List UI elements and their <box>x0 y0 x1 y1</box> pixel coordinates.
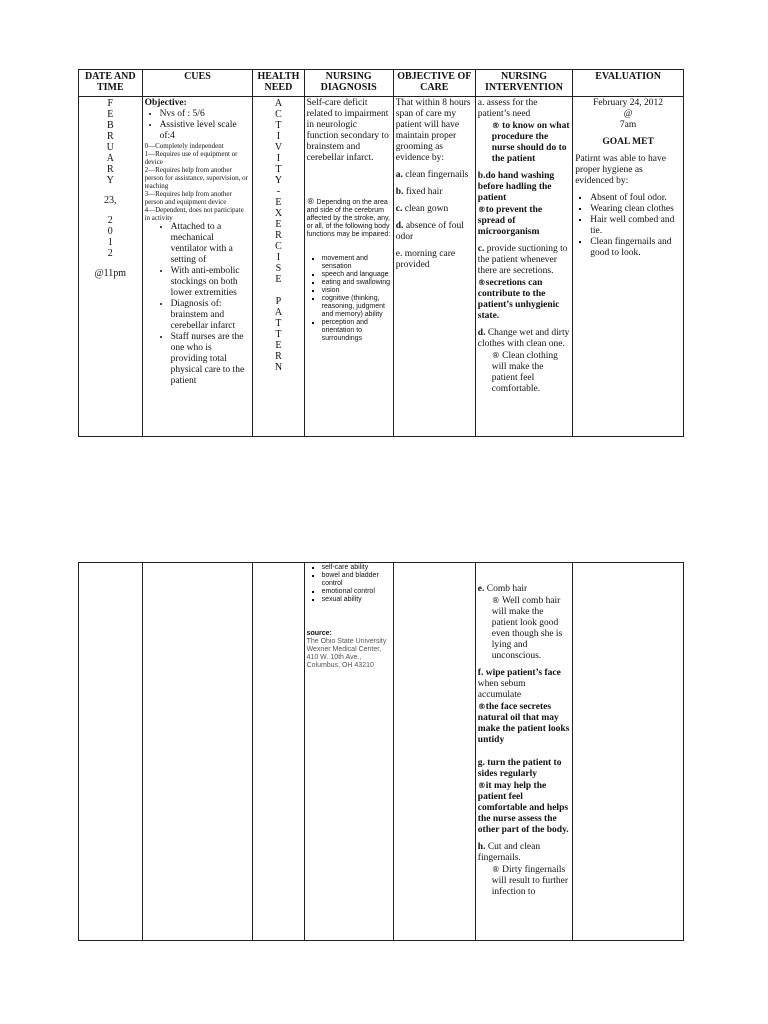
scale-line: 3—Requires help from another person and equipment device <box>144 190 232 206</box>
intervention-g: g. turn the patient to sides regularly <box>477 758 562 779</box>
objective-item: b. fixed hair <box>395 187 443 197</box>
evaluation-item: ▪ Wearing clean clothes <box>590 204 681 215</box>
date-cell-empty <box>79 563 143 941</box>
intervention-d: d. Change wet and dirty clothes with clean one. <box>477 328 570 349</box>
evaluation-status: GOAL MET <box>602 137 654 147</box>
rationale-icon: ® <box>477 781 486 790</box>
evaluation-time: 7am <box>619 120 637 130</box>
rationale-icon: ® <box>306 197 315 206</box>
cue-item: • Attached to a mechanical ventilator with a setting of <box>171 222 251 266</box>
nursing-diagnosis-cell-continued <box>304 563 393 941</box>
cues-heading: Objective: <box>144 98 187 108</box>
rationale-g: ®it may help the patient feel comfortable and helps the nurse assess the other part of the body. <box>477 781 569 835</box>
health-need-letter: - <box>276 186 281 197</box>
function-item: ▪ bowel and bladder control <box>322 572 391 588</box>
cue-item: • With anti-embolic stockings on both lower extremities <box>171 266 251 299</box>
cues-top-list <box>145 109 251 142</box>
objective-item: a. clean fingernails <box>395 170 469 180</box>
rationale-d: ® Clean clothing will make the patient feel comfortable. <box>491 351 558 394</box>
rationale-c: ®secretions can contribute to the patient’s unhygienic state. <box>477 278 560 321</box>
rationale-icon: ® <box>477 702 486 711</box>
rationale-icon: ® <box>477 278 486 287</box>
evaluation-at: @ <box>623 109 633 119</box>
impaired-functions-list <box>307 255 391 343</box>
date-day: 23, <box>104 195 117 206</box>
objective-cell-empty <box>393 563 475 941</box>
year-digit: 0 <box>107 226 113 237</box>
function-item: ▪ eating and swallowing <box>322 279 391 287</box>
evaluation-item: ▪ Clean fingernails and good to look. <box>590 237 681 259</box>
health-need-letter: I <box>276 131 281 142</box>
intervention-c: c. provide suctioning to the patient whenever there are secretions. <box>477 244 568 276</box>
rationale-f: ®the face secretes natural oil that may make the patient looks untidy <box>477 702 570 745</box>
rationale-icon: ® <box>491 865 500 874</box>
month-letter: F <box>107 98 114 109</box>
function-item: ▪ perception and orientation to surroundings <box>322 319 391 343</box>
intervention-f: f. wipe patient’s face <box>477 668 561 678</box>
cues-cell-empty <box>142 563 253 941</box>
cue-item: • Nvs of : 5/6 <box>160 109 251 120</box>
health-need-letter: I <box>276 153 281 164</box>
header-row <box>79 70 684 97</box>
health-need-letter: R <box>275 351 282 362</box>
function-item: ▪ emotional control <box>322 588 391 596</box>
intervention-a: a. assess for the patient’s need <box>477 98 538 119</box>
evaluation-date: February 24, 2012 <box>593 98 664 108</box>
source-line: The Ohio State University <box>306 638 387 645</box>
month-letter: A <box>106 153 114 164</box>
diagnosis-statement: Self-care deficit related to impairment in neurologic function secondary to brainstem and cerebellar infarct. <box>306 98 389 163</box>
intervention-cell <box>475 97 572 437</box>
evaluation-item: ▪ Absent of foul odor. <box>590 193 681 204</box>
intervention-f-cont: when sebum accumulate <box>477 679 526 700</box>
scale-line: 4—Dependent, does not participate in activity <box>144 206 244 222</box>
source-label: source: <box>306 630 332 637</box>
evaluation-cell-empty <box>573 563 684 941</box>
rationale-icon: ® <box>491 596 500 605</box>
nursing-care-plan-table-continued <box>78 562 684 941</box>
intervention-e: e. Comb hair <box>477 584 528 594</box>
health-need-letter: R <box>275 230 282 241</box>
health-need-letter: E <box>275 219 282 230</box>
cues-cell <box>142 97 253 437</box>
header-evaluation: EVALUATION <box>573 70 684 97</box>
health-need-letter: I <box>276 252 281 263</box>
health-need-letter: T <box>275 329 282 340</box>
impaired-functions-list-continued <box>307 564 391 604</box>
nursing-diagnosis-cell <box>304 97 393 437</box>
function-item: ▪ movement and sensation <box>322 255 391 271</box>
cue-item: • Assistive level scale of:4 <box>160 120 251 142</box>
rationale-icon: ® <box>491 121 500 130</box>
evaluation-cell <box>573 97 684 437</box>
health-need-letter: S <box>275 263 282 274</box>
content-row-continued <box>79 563 684 941</box>
health-need-letter: A <box>274 307 283 318</box>
source-line: Wexner Medical Center, <box>306 646 382 653</box>
health-need-letter: X <box>274 208 283 219</box>
rationale-icon: ® <box>491 351 500 360</box>
year-digit: 1 <box>107 237 113 248</box>
content-row <box>79 97 684 437</box>
intervention-h: h. Cut and clean fingernails. <box>477 842 541 863</box>
evaluation-list <box>575 193 681 259</box>
month-letter: R <box>106 131 114 142</box>
function-item: ▪ speech and language <box>322 271 391 279</box>
objective-item: c. clean gown <box>395 204 449 214</box>
source-line: Columbus, OH 43210 <box>306 662 374 669</box>
objective-cell <box>393 97 475 437</box>
health-need-letter: E <box>275 340 282 351</box>
rationale-e: ® Well comb hair will make the patient look good even though she is lying and unconscious. <box>491 596 563 661</box>
health-need-letter: P <box>275 296 282 307</box>
health-need-letter: T <box>275 318 282 329</box>
source-line: 410 W. 10th Ave., <box>306 654 362 661</box>
month-letter: B <box>106 120 114 131</box>
health-need-letter <box>255 285 301 296</box>
health-need-letter: E <box>275 197 282 208</box>
month-letter: U <box>106 142 114 153</box>
diagnosis-rationale: ® Depending on the area and side of the cerebrum affected by the stroke, any, or all, of the following body functions may be impaired: <box>306 197 391 238</box>
intervention-cell-continued <box>475 563 572 941</box>
header-cues: CUES <box>142 70 253 97</box>
date-cell <box>79 97 143 437</box>
header-date-time: DATE AND TIME <box>79 70 143 97</box>
health-need-cell-empty <box>253 563 304 941</box>
header-nursing-intervention: NURSING INTERVENTION <box>475 70 572 97</box>
objective-item: e. morning care provided <box>395 249 456 270</box>
cues-bottom-list <box>145 222 251 387</box>
month-letter: R <box>106 164 114 175</box>
health-need-letter: A <box>274 98 283 109</box>
evaluation-item: ▪ Hair well combed and tie. <box>590 215 681 237</box>
health-need-letter: N <box>274 362 283 373</box>
header-health-need: HEALTH NEED <box>253 70 304 97</box>
health-need-letter: T <box>275 120 282 131</box>
function-item: ▪ self-care ability <box>322 564 391 572</box>
objective-item: d. absence of foul odor <box>395 221 464 242</box>
nursing-care-plan-table <box>78 69 684 437</box>
evaluation-statement: Patirnt was able to have proper hygiene as evidenced by: <box>575 154 666 186</box>
scale-line: 0—Completely independent <box>144 142 224 150</box>
health-need-letter: Y <box>274 175 283 186</box>
function-item: ▪ sexual ability <box>322 596 391 604</box>
scale-line: 1—Requires use of equipment or device <box>144 150 238 166</box>
health-need-letter: T <box>275 164 282 175</box>
health-need-cell <box>253 97 304 437</box>
health-need-letter: E <box>275 274 282 285</box>
health-need-letter: C <box>275 241 282 252</box>
year-digit: 2 <box>107 248 113 259</box>
cue-item: • Staff nurses are the one who is providing total physical care to the patient <box>171 332 251 387</box>
rationale-h: ® Dirty fingernails will result to further infection to <box>491 865 569 897</box>
health-need-letter: C <box>275 109 282 120</box>
function-item: ▪ vision <box>322 287 391 295</box>
rationale-a: ® to know on what procedure the nurse should do to the patient <box>491 121 570 164</box>
cue-item: • Diagnosis of: brainstem and cerebellar infarct <box>171 299 251 332</box>
objective-intro: That within 8 hours span of care my patient will have maintain proper grooming as evidence by: <box>395 98 471 163</box>
year-digit: 2 <box>107 215 113 226</box>
rationale-icon: ® <box>477 205 486 214</box>
intervention-b: b.do hand washing before hadling the patient <box>477 171 555 203</box>
function-item: ▪ cognitive (thinking, reasoning, judgment and memory) ability <box>322 295 391 319</box>
month-letter: E <box>107 109 114 120</box>
scale-line: 2—Requires help from another person for assistance, supervision, or teaching <box>144 166 248 190</box>
health-need-letter: V <box>274 142 283 153</box>
date-time: @11pm <box>94 268 127 279</box>
header-nursing-diagnosis: NURSING DIAGNOSIS <box>304 70 393 97</box>
rationale-b: ®to prevent the spread of microorganism <box>477 205 543 237</box>
month-letter: Y <box>106 175 114 186</box>
header-objective-of-care: OBJECTIVE OF CARE <box>393 70 475 97</box>
